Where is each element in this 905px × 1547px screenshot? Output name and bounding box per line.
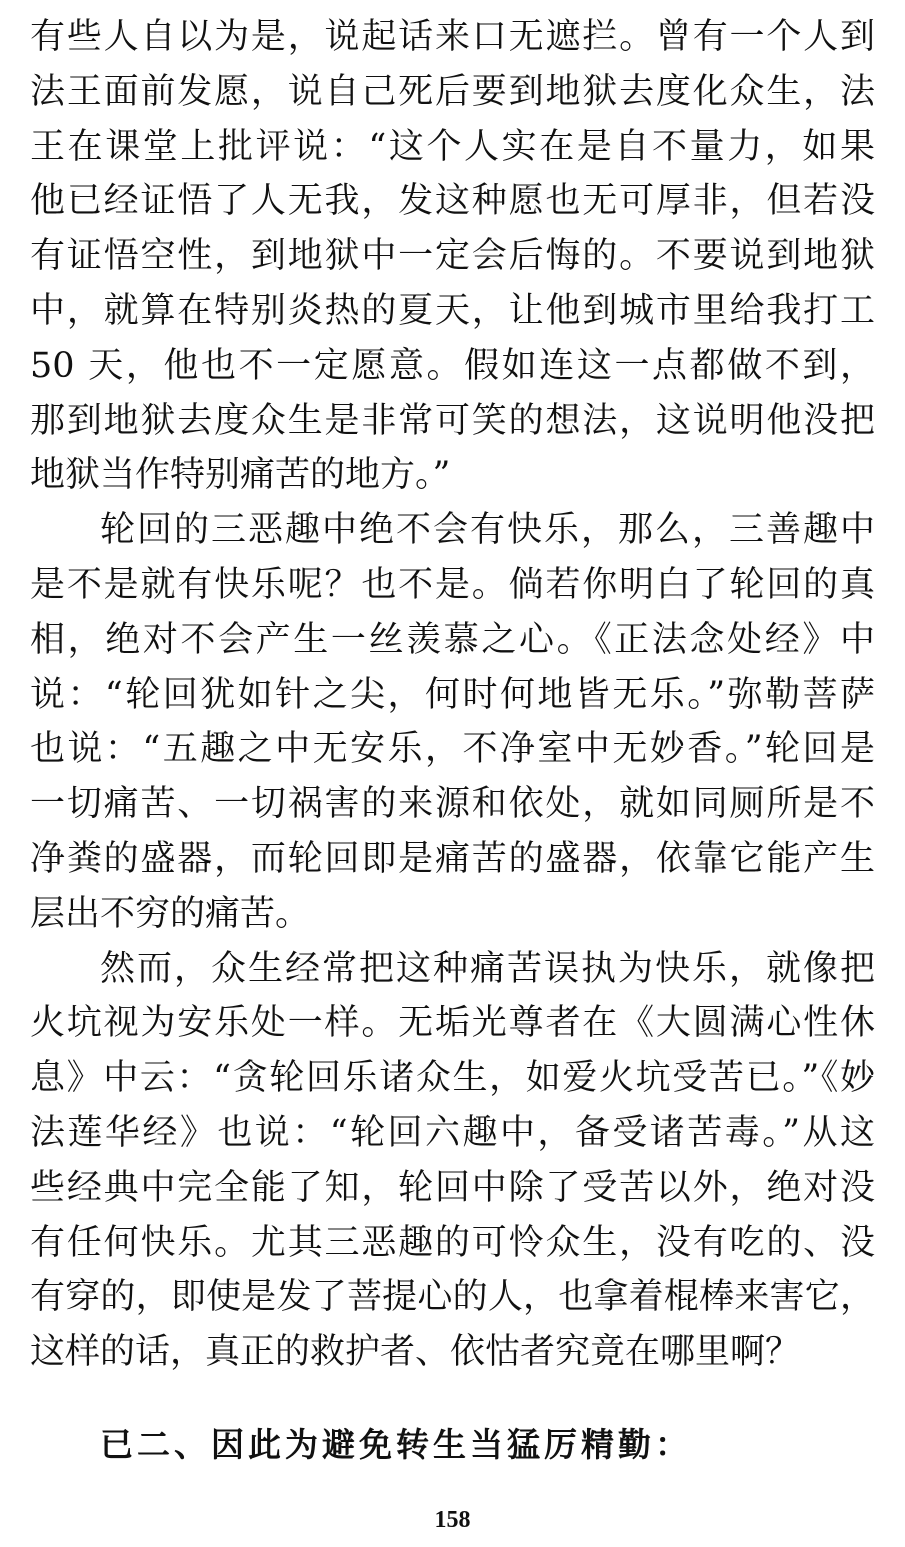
text-line: 是不是就有快乐呢？也不是。倘若你明白了轮回的真 — [30, 564, 875, 605]
text-line: 有些人自以为是，说起话来口无遮拦。曾有一个人到 — [30, 17, 875, 57]
text-line: 些经典中完全能了知，轮回中除了受苦以外，绝对没 — [30, 1167, 875, 1208]
text-line: 那到地狱去度众生是非常可笑的想法，这说明他没把 — [30, 400, 875, 441]
section-heading: 已二、因此为避免转生当猛厉精勤： — [100, 1425, 692, 1464]
paragraph-2 — [30, 503, 875, 941]
text-line: 说：“轮回犹如针之尖，何时何地皆无乐。”弥勒菩萨 — [30, 674, 875, 715]
page-number: 158 — [434, 1507, 471, 1533]
text-line: 中，就算在特别炎热的夏天，让他到城市里给我打工 — [30, 290, 875, 331]
paragraph-1 — [30, 10, 875, 503]
text-line: 这样的话，真正的救护者、依怙者究竟在哪里啊？ — [30, 1332, 801, 1373]
text-line: 一切痛苦、一切祸害的来源和依处，就如同厕所是不 — [30, 784, 875, 825]
text-line: 然而，众生经常把这种痛苦误执为快乐，就像把 — [100, 948, 875, 989]
text-line: 他已经证悟了人无我，发这种愿也无可厚非，但若没 — [30, 181, 875, 222]
text-line: 轮回的三恶趣中绝不会有快乐，那么，三善趣中 — [100, 510, 875, 551]
text-line: 50 天，他也不一定愿意。假如连这一点都做不到， — [30, 345, 875, 386]
text-line: 火坑视为安乐处一样。无垢光尊者在《大圆满心性休 — [30, 1003, 875, 1044]
text-line: 息》中云：“贪轮回乐诸众生，如爱火坑受苦已。”《妙 — [30, 1058, 875, 1099]
text-line: 地狱当作特别痛苦的地方。” — [30, 455, 451, 496]
text-line: 相，绝对不会产生一丝羡慕之心。《正法念处经》中 — [30, 619, 875, 660]
text-line: 法莲华经》也说：“轮回六趣中，备受诸苦毒。”从这 — [30, 1112, 875, 1153]
paragraph-3 — [30, 942, 875, 1380]
text-line: 王在课堂上批评说：“这个人实在是自不量力，如果 — [30, 126, 875, 167]
text-line: 有穿的，即使是发了菩提心的人，也拿着棍棒来害它， — [30, 1277, 875, 1318]
text-line: 层出不穷的痛苦。 — [30, 893, 311, 934]
text-line: 法王面前发愿，说自己死后要到地狱去度化众生，法 — [30, 71, 875, 112]
text-line: 有证悟空性，到地狱中一定会后悔的。不要说到地狱 — [30, 236, 875, 277]
text-line: 净粪的盛器，而轮回即是痛苦的盛器，依靠它能产生 — [30, 838, 875, 879]
text-line: 也说：“五趣之中无安乐，不净室中无妙香。”轮回是 — [30, 729, 875, 770]
text-line: 有任何快乐。尤其三恶趣的可怜众生，没有吃的、没 — [30, 1222, 875, 1263]
document-body — [30, 10, 875, 1380]
